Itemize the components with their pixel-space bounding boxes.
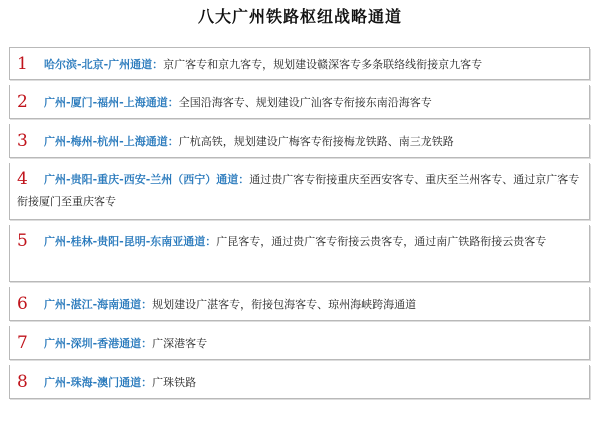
corridor-description: 规划建设广湛客专，衔接包海客专、琼州海峡跨海通道 [152, 298, 417, 311]
corridor-row-5 [9, 225, 590, 282]
corridor-name: 广州-珠海-澳门通道： [44, 376, 153, 389]
corridor-list [9, 47, 590, 404]
corridor-description: 通过贵广客专衔接重庆至西安客专、重庆至兰州客专、通过京广客专衔接厦门至重庆客专 [17, 173, 580, 208]
corridor-row-8 [9, 365, 590, 399]
corridor-row-4 [9, 163, 590, 220]
corridor-number: 8 [17, 372, 28, 392]
corridor-name: 广州-深圳-香港通道： [44, 337, 153, 350]
corridor-row-3 [9, 124, 590, 158]
corridor-name: 广州-梅州-杭州-上海通道： [44, 135, 179, 148]
corridor-number: 4 [17, 169, 28, 189]
corridor-description: 京广客专和京九客专，规划建设赣深客专多条联络线衔接京九客专 [163, 58, 483, 71]
corridor-number: 7 [17, 333, 28, 353]
corridor-description: 广杭高铁，规划建设广梅客专衔接梅龙铁路、南三龙铁路 [178, 135, 454, 148]
corridor-description: 广深港客专 [152, 337, 208, 350]
page-title: 八大广州铁路枢纽战略通道 [197, 7, 402, 26]
corridor-row-2 [9, 85, 590, 119]
corridor-name: 哈尔滨-北京-广州通道： [44, 58, 164, 71]
corridor-description: 广昆客专，通过贵广客专衔接云贵客专，通过南广铁路衔接云贵客专 [216, 235, 547, 248]
corridor-description: 全国沿海客专、规划建设广汕客专衔接东南沿海客专 [178, 96, 432, 109]
corridor-name: 广州-厦门-福州-上海通道： [44, 96, 179, 109]
corridor-description: 广珠铁路 [152, 376, 197, 389]
corridor-row-1 [9, 48, 590, 80]
corridor-name: 广州-贵阳-重庆-西安-兰州（西宁）通道： [44, 173, 250, 186]
corridor-row-6 [9, 287, 590, 321]
corridor-number: 3 [17, 131, 28, 151]
corridor-number: 5 [17, 231, 28, 251]
corridor-number: 6 [17, 294, 28, 314]
corridor-number: 1 [17, 54, 28, 74]
corridor-name: 广州-桂林-贵阳-昆明-东南亚通道： [44, 235, 217, 248]
corridor-number: 2 [17, 92, 28, 112]
corridor-row-7 [9, 326, 590, 360]
corridor-name: 广州-湛江-海南通道： [44, 298, 153, 311]
